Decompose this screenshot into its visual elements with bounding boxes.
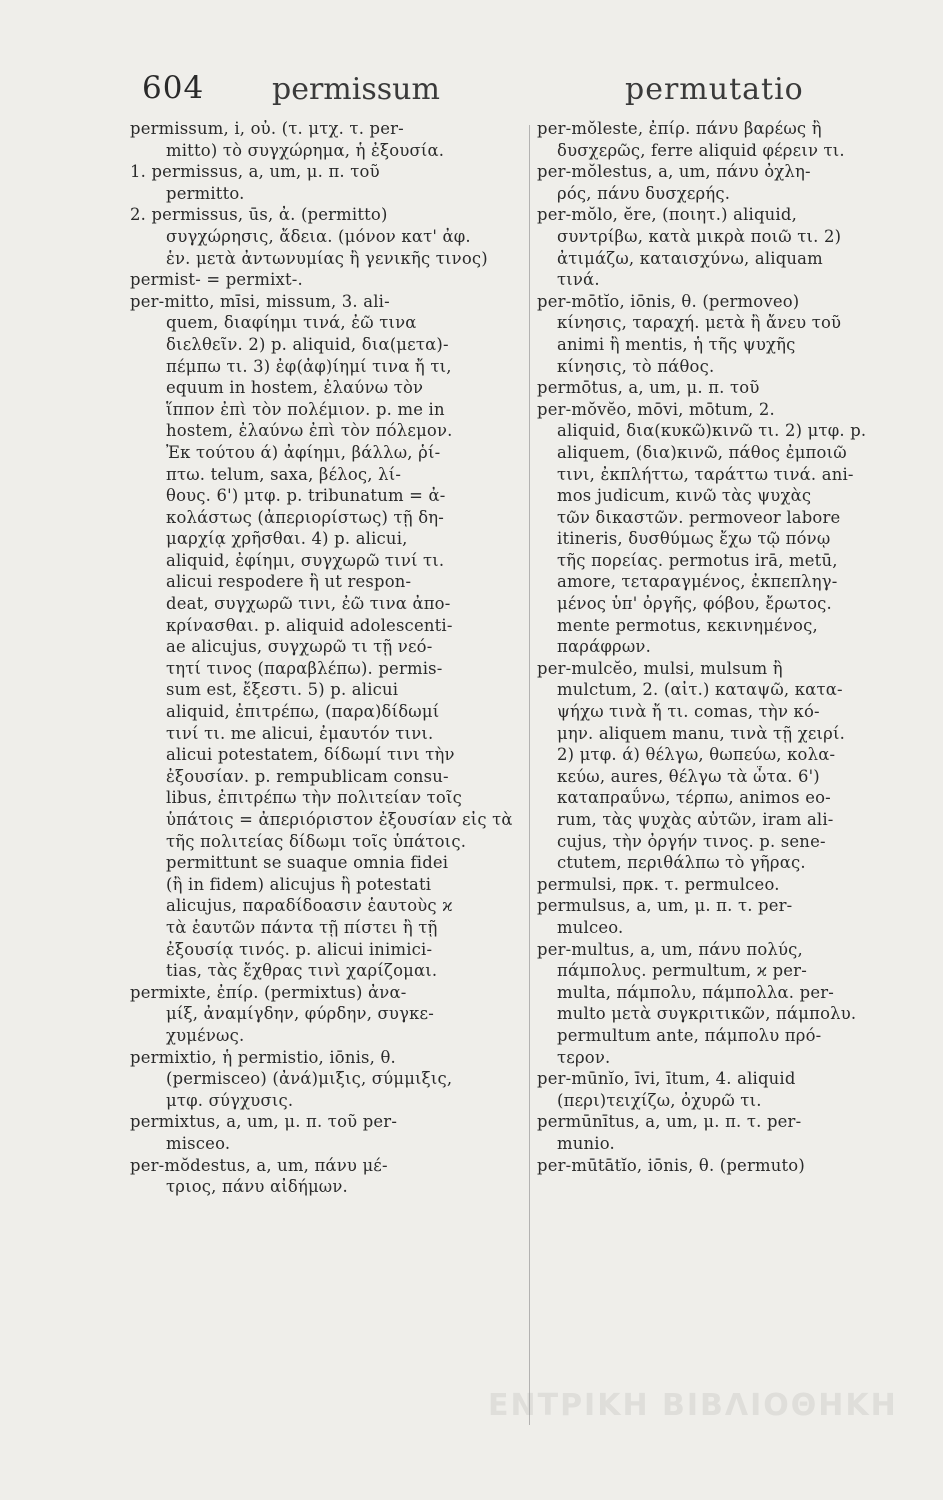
entry-line: munio. (557, 1133, 615, 1153)
entry-line: τῆς πολιτείας δίδωμι τοῖς ὑπάτοις. (166, 831, 467, 851)
entry-line: ἵππον ἐπὶ τὸν πολέμιον. p. me in (166, 399, 445, 419)
entry-line: per-mitto, mīsi, missum, 3. ali- (130, 291, 390, 311)
entry-line: παράφρων. (557, 637, 651, 657)
entry-line: τερον. (557, 1047, 611, 1067)
entry-line: tias, τὰς ἔχθρας τινὶ χαρίζομαι. (166, 961, 438, 981)
entry-line: ρός, πάνυ δυσχερής. (557, 183, 731, 203)
entry-line: μένος ὑπ' ὀργῆς, φόβου, ἔρωτος. (557, 594, 832, 614)
entry-line: mulctum, 2. (αἰτ.) καταψῶ, κατα- (557, 680, 843, 700)
entry-line: πάμπολυς. permultum, ϰ per- (557, 961, 807, 981)
entry-line: permōtus, a, um, μ. π. τοῦ (537, 378, 760, 398)
entry-line: aliquid, ἐφίημι, συγχωρῶ τινί τι. (166, 550, 445, 570)
entry-line: permultum ante, πάμπολυ πρό- (557, 1025, 822, 1045)
entry-line: per-mŏdestus, a, um, πάνυ μέ- (130, 1155, 388, 1175)
entry-line: μίξ, ἀναμίγδην, φύρδην, συγκε- (166, 1004, 434, 1024)
entry-line: alicujus, παραδίδοασιν ἑαυτοὺς ϰ (166, 896, 453, 916)
entry-line: μαρχίᾳ χρῆσθαι. 4) p. alicui, (166, 529, 408, 549)
entry-line: mitto) τὸ συγχώρημα, ἡ ἐξουσία. (166, 140, 445, 160)
entry-line: per-mulcĕo, mulsi, mulsum ἢ (537, 658, 783, 678)
entry-line: μτφ. σύγχυσις. (166, 1090, 294, 1110)
entry-line: permulsus, a, um, μ. π. τ. per- (537, 896, 793, 916)
entry-line: itineris, δυσθύμως ἔχω τῷ πόνῳ (557, 529, 831, 549)
entry-line: equum in hostem, ἐλαύνω τὸν (166, 378, 424, 398)
entry-line: ἑν. μετὰ ἀντωνυμίας ἢ γενικῆς τινος) (166, 248, 488, 268)
entry-line: mulceo. (557, 917, 624, 937)
entry-line: συντρίβω, κατὰ μικρὰ ποιῶ τι. 2) (557, 226, 842, 246)
entry-line: permittunt se suaque omnia fidei (166, 853, 449, 873)
entry-line: χυμένως. (166, 1025, 245, 1045)
entry-line: hostem, ἐλαύνω ἐπὶ τὸν πόλεμον. (166, 421, 453, 441)
entry-line: cujus, τὴν ὀργήν τινος. p. sene- (557, 831, 826, 851)
entry-line: per-mŏleste, ἐπίρ. πάνυ βαρέως ἢ (537, 119, 822, 138)
entry-line: μην. aliquem manu, τινὰ τῇ χειρί. (557, 723, 846, 743)
entry-line: permulsi, πρκ. τ. permulceo. (537, 874, 780, 894)
entry-line: alicui respodere ἢ ut respon- (166, 572, 412, 592)
entry-line: κρίνασθαι. p. aliquid adolescenti- (166, 615, 453, 635)
column-divider (529, 125, 530, 1425)
entry-line: aliquid, δια(κυκῶ)κινῶ τι. 2) μτφ. p. (557, 421, 867, 441)
entry-line: τινι, ἐκπλήττω, ταράττω τινά. ani- (557, 464, 854, 484)
entry-line: ctutem, περιθάλπω τὸ γῆρας. (557, 853, 806, 873)
entry-line: πτω. telum, saxa, βέλος, λί- (166, 464, 402, 484)
entry-line: (περι)τειχίζω, ὀχυρῶ τι. (557, 1090, 762, 1110)
entry-line: διελθεῖν. 2) p. aliquid, δια(μετα)- (166, 334, 449, 354)
entry-line: τινά. (557, 270, 600, 290)
entry-line: τῶν δικαστῶν. permoveor labore (557, 507, 841, 527)
entry-line: permitto. (166, 183, 245, 203)
entry-line: mente permotus, κεκινημένος, (557, 615, 818, 635)
entry-line: (ἢ in fidem) alicujus ἢ potestati (166, 874, 432, 894)
entry-line: mos judicum, κινῶ τὰς ψυχὰς (557, 486, 812, 506)
entry-line: per-multus, a, um, πάνυ πολύς, (537, 939, 803, 959)
entry-line: (permisceo) (ἀνά)μιξις, σύμμιξις, (166, 1069, 453, 1089)
page-number: 604 (142, 70, 205, 106)
entry-line: per-mŏlestus, a, um, πάνυ ὀχλη- (537, 162, 811, 182)
entry-line: multo μετὰ συγκριτικῶν, πάμπολυ. (557, 1004, 857, 1024)
entry-line: κίνησις, τὸ πάθος. (557, 356, 715, 376)
entry-line: ὑπάτοις = ἀπεριόριστον ἐξουσίαν εἰς τὰ (166, 810, 513, 829)
entry-line: permixtus, a, um, μ. π. τοῦ per- (130, 1112, 398, 1132)
entry-line: πέμπω τι. 3) ἐφ(ἀφ)ίημί τινα ἤ τι, (166, 356, 452, 376)
entry-line: amore, τεταραγμένος, ἐκπεπληγ- (557, 572, 838, 592)
right-guide-word: permutatio (625, 72, 804, 107)
entry-line: per-mōtĭo, iōnis, θ. (permoveo) (537, 291, 800, 311)
entry-line: rum, τὰς ψυχὰς αὐτῶν, iram ali- (557, 810, 834, 829)
entry-line: ἐξουσίαν. p. rempublicam consu- (166, 766, 449, 786)
library-watermark: ΕΝΤΡΙΚΗ ΒΙΒΛΙΟΘΗΚΗ (488, 1388, 898, 1423)
entry-line: libus, ἐπιτρέπω τὴν πολιτείαν τοῖς (166, 788, 462, 808)
entry-line: ἐξουσίᾳ τινός. p. alicui inimici- (166, 939, 433, 959)
right-column (537, 118, 917, 1176)
entry-line: permixtio, ἡ permistio, iōnis, θ. (130, 1047, 396, 1067)
entry-line: τριος, πάνυ αἰδήμων. (166, 1177, 348, 1197)
entry-line: per-mŏvĕo, mōvi, mōtum, 2. (537, 399, 775, 419)
entry-line: ψήχω τινὰ ἤ τι. comas, τὴν κό- (557, 702, 820, 722)
entry-line: κεύω, aures, θέλγω τὰ ὦτα. 6') (557, 766, 820, 786)
entry-line: permissum, i, οὐ. (τ. μτχ. τ. per- (130, 119, 404, 138)
entry-line: τῆς πορείας. permotus irā, metū, (557, 550, 838, 570)
entry-line: θους. 6') μτφ. p. tribunatum = ἀ- (166, 486, 446, 506)
entry-line: καταπραΰνω, τέρπω, animos eo- (557, 788, 831, 808)
entry-line: per-mūtātĭo, iōnis, θ. (permuto) (537, 1155, 805, 1175)
entry-line: per-mŏlo, ĕre, (ποιητ.) aliquid, (537, 205, 797, 225)
entry-line: ae alicujus, συγχωρῶ τι τῇ νεό- (166, 637, 433, 657)
entry-line: alicui potestatem, δίδωμί τινι τὴν (166, 745, 455, 765)
entry-line: κίνησις, ταραχή. μετὰ ἢ ἄνευ τοῦ (557, 313, 842, 333)
entry-line: multa, πάμπολυ, πάμπολλα. per- (557, 982, 834, 1002)
entry-line: κολάστως (ἀπεριορίστως) τῇ δη- (166, 507, 445, 527)
entry-line: aliquem, (δια)κινῶ, πάθος ἐμποιῶ (557, 442, 847, 462)
entry-line: δυσχερῶς, ferre aliquid φέρειν τι. (557, 140, 845, 160)
entry-line: τινί τι. me alicui, ἐμαυτόν τινι. (166, 723, 434, 743)
left-guide-word: permissum (272, 72, 440, 107)
entry-line: συγχώρησις, ἄδεια. (μόνον κατ' ἀφ. (166, 226, 471, 246)
entry-line: τὰ ἑαυτῶν πάντα τῇ πίστει ἢ τῇ (166, 917, 438, 937)
entry-line: animi ἢ mentis, ἡ τῆς ψυχῆς (557, 334, 796, 354)
entry-line: 2) μτφ. ά) θέλγω, θωπεύω, κολα- (557, 745, 836, 765)
entry-line: 1. permissus, a, um, μ. π. τοῦ (130, 162, 380, 182)
entry-line: ἀτιμάζω, καταισχύνω, aliquam (557, 248, 823, 268)
entry-line: quem, διαφίημι τινά, ἐῶ τινα (166, 313, 417, 333)
entry-line: permixte, ἐπίρ. (permixtus) ἀνα- (130, 982, 407, 1002)
entry-line: aliquid, ἐπιτρέπω, (παρα)δίδωμί (166, 702, 440, 722)
entry-line: deat, συγχωρῶ τινι, ἐῶ τινα ἀπο- (166, 594, 451, 614)
entry-line: misceo. (166, 1133, 231, 1153)
left-column (130, 118, 523, 1198)
entry-line: sum est, ἔξεστι. 5) p. alicui (166, 680, 399, 700)
entry-line: Ἐκ τούτου ά) ἀφίημι, βάλλω, ῥί- (166, 442, 441, 462)
entry-line: τητί τινος (παραβλέπω). permis- (166, 658, 443, 678)
entry-line: 2. permissus, ūs, ἀ. (permitto) (130, 205, 388, 225)
page-header (0, 70, 943, 120)
entry-line: permist- = permixt-. (130, 270, 303, 290)
entry-line: permūnītus, a, um, μ. π. τ. per- (537, 1112, 802, 1132)
entry-line: per-mūnĭo, īvi, ītum, 4. aliquid (537, 1069, 796, 1089)
